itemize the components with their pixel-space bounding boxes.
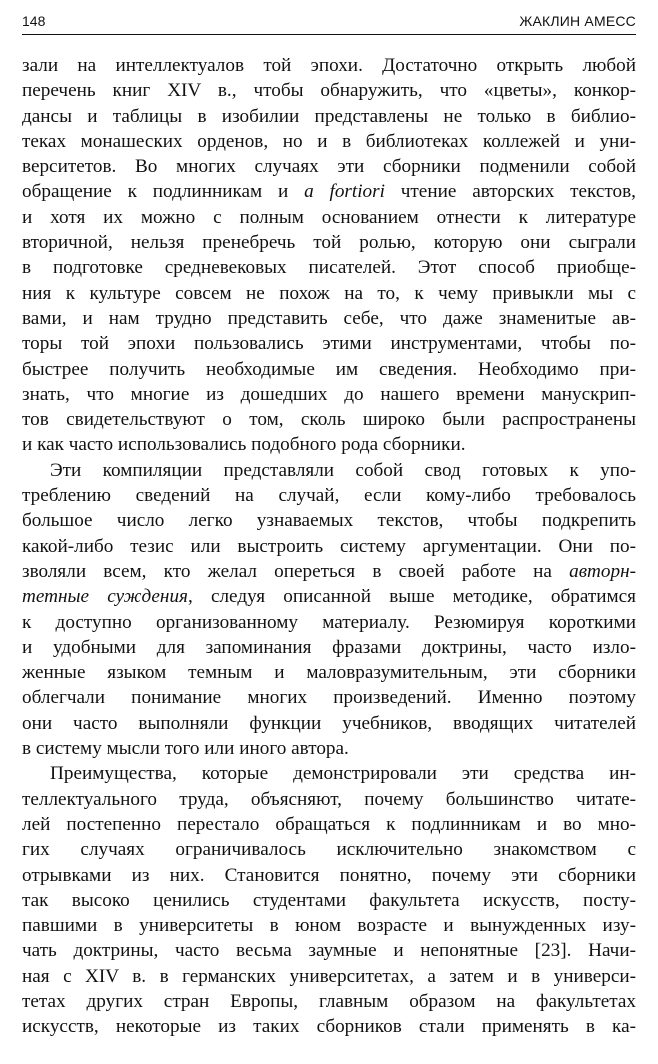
paragraph xyxy=(22,53,636,458)
text-line xyxy=(22,559,636,584)
text-line: ная с XIV в. в германских университетах, а затем и в универси- xyxy=(22,965,636,987)
text-segment: зволяли всем, кто желал опереться в своей работе на xyxy=(22,560,570,582)
text-line: и как часто использовались подобного рода сборники. xyxy=(22,434,466,456)
text-line: чать доктрины, часто весьма заумные и непонятные [23]. Начи- xyxy=(22,940,636,962)
text-segment: обращение к подлинникам и xyxy=(22,181,305,203)
text-line: лей постепенно перестало обращаться к подлинникам и во мно- xyxy=(22,813,636,835)
text-line: торы той эпохи пользовались этими инструментами, чтобы по- xyxy=(22,333,636,355)
paragraph xyxy=(22,761,636,1039)
text-line: быстрее получить необходимые им сведения. Необходимо при- xyxy=(22,358,636,380)
text-line xyxy=(22,179,636,204)
text-line: вторичной, нельзя пренебречь той ролью, которую они сыграли xyxy=(22,232,636,254)
header-rule xyxy=(22,34,636,35)
body-text xyxy=(22,53,636,1040)
text-line: ния к культуре совсем не похож на то, к чему привыкли мы с xyxy=(22,282,636,304)
text-line: и хотя их можно с полным основанием отнести к литературе xyxy=(22,206,636,228)
text-line: так высоко ценились студентами факультета искусств, посту- xyxy=(22,889,636,911)
text-line: отрывками из них. Становится понятно, почему эти сборники xyxy=(22,864,636,886)
text-line: дансы и таблицы в изобилии представлены не только в библио- xyxy=(22,105,636,127)
text-line: облегчали понимание многих произведений. Именно поэтому xyxy=(22,687,636,709)
page-header xyxy=(22,10,636,32)
italic-segment: авторн- xyxy=(569,560,636,582)
text-line: знать, что многие из дошедших до нашего времени манускрип- xyxy=(22,383,636,405)
text-line: верситетов. Во многих случаях эти сборники подменили собой xyxy=(22,156,636,178)
text-line: в систему мысли того или иного автора. xyxy=(22,738,349,760)
text-line: и удобными для запоминания фразами доктрины, часто изло- xyxy=(22,636,636,658)
text-line: какой-либо тезис или выстроить систему аргументации. Они по- xyxy=(22,535,636,557)
text-line: женные языком темным и маловразумительным, эти сборники xyxy=(22,662,636,684)
text-line: вами, и нам трудно представить себе, что даже знаменитые ав- xyxy=(22,307,636,329)
text-line: теках монашеских орденов, но и в библиотеках коллежей и уни- xyxy=(22,130,636,152)
italic-segment: a fortiori xyxy=(304,181,385,203)
italic-segment: тетные суждения xyxy=(22,586,188,608)
text-line: искусств, некоторые из таких сборников стали применять в ка- xyxy=(22,1016,636,1038)
text-line: тов свидетельствуют о том, сколь широко были распространены xyxy=(22,409,636,431)
text-line: зали на интеллектуалов той эпохи. Достаточно открыть любой xyxy=(22,55,636,76)
text-line: тетах других стран Европы, главным образом на факультетах xyxy=(22,990,636,1012)
text-line xyxy=(22,584,636,609)
running-head: ЖАКЛИН АМЕСС xyxy=(519,13,636,29)
text-line: в подготовке средневековых писателей. Этот способ приобще- xyxy=(22,257,636,279)
page-number: 148 xyxy=(22,13,46,29)
text-line: к доступно организованному материалу. Резюмируя короткими xyxy=(22,611,636,633)
text-line: они часто выполняли функции учебников, вводящих читателей xyxy=(22,712,636,734)
text-line: Преимущества, которые демонстрировали эти средства ин- xyxy=(50,763,636,785)
text-line: теллектуального труда, объясняют, почему большинство читате- xyxy=(22,788,636,810)
paragraph xyxy=(22,458,636,762)
text-line: гих случаях ограничивалось исключительно знакомством с xyxy=(22,839,636,861)
text-segment: чтение авторских текстов, xyxy=(384,181,636,203)
text-line: павшими в университеты в юном возрасте и вынужденных изу- xyxy=(22,915,636,937)
text-line: перечень книг XIV в., чтобы обнаружить, что «цветы», конкор- xyxy=(22,80,636,102)
text-segment: , следуя описанной выше методике, обратимся xyxy=(187,586,636,608)
text-line: треблению сведений на случай, если кому-либо требовалось xyxy=(22,485,636,507)
text-line: большое число легко узнаваемых текстов, чтобы подкрепить xyxy=(22,510,636,532)
text-line: Эти компиляции представляли собой свод готовых к упо- xyxy=(50,459,636,481)
